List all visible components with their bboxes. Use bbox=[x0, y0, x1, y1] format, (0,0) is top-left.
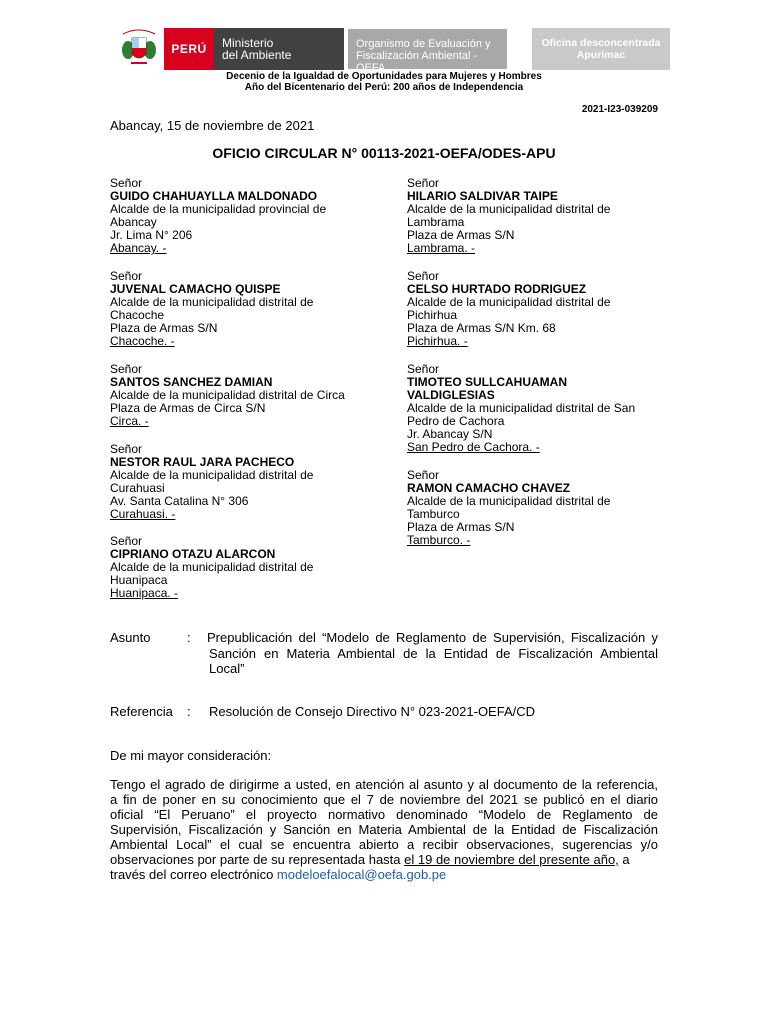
body-line bbox=[110, 852, 658, 867]
addressee-role: Alcalde de la municipalidad distrital de bbox=[110, 560, 314, 574]
addressee-role: Alcalde de la municipalidad distrital de bbox=[407, 494, 611, 508]
body-text-segment: a bbox=[618, 852, 630, 867]
peru-label: PERÚ bbox=[171, 42, 207, 56]
addressee-city: Circa. - bbox=[110, 414, 149, 428]
salutation: Señor bbox=[110, 176, 143, 190]
asunto-line-2: Sanción en Materia Ambiental de la Entidad de Fiscalización Ambiental bbox=[209, 646, 658, 661]
office-line-1: Oficina desconcentrada bbox=[541, 37, 661, 49]
addressee-block bbox=[110, 535, 313, 600]
email-link[interactable]: modeloefalocal@oefa.gob.pe bbox=[276, 867, 447, 882]
addressee-block bbox=[110, 443, 313, 521]
salutation: Señor bbox=[110, 534, 143, 548]
body-line: Supervisión, Fiscalización y Sanción en Materia Ambiental de la Entidad de Fiscalización bbox=[110, 822, 658, 837]
salutation: Señor bbox=[110, 442, 143, 456]
ministerio-line-1: Ministerio bbox=[222, 36, 274, 50]
addressee-role: Abancay bbox=[110, 215, 157, 229]
decade-line-1: Decenio de la Igualdad de Oportunidades para Mujeres y Hombres bbox=[226, 71, 542, 82]
salutation: Señor bbox=[110, 362, 143, 376]
addressee-city: Lambrama. - bbox=[407, 241, 476, 255]
addressee-address: Plaza de Armas S/N bbox=[407, 228, 515, 242]
addressee-name: CIPRIANO OTAZU ALARCON bbox=[110, 547, 276, 561]
office-line-2: Apurímac bbox=[576, 49, 626, 61]
ministerio-line-2: del Ambiente bbox=[222, 48, 292, 62]
body-paragraph bbox=[110, 777, 658, 882]
salutation: Señor bbox=[407, 468, 440, 482]
addressee-role: Pichirhua bbox=[407, 308, 458, 322]
addressee-address: Plaza de Armas S/N bbox=[407, 520, 515, 534]
body-line: Ambiental Local” el cual se encuentra abierto a recibir observaciones, sugerencias y/o bbox=[110, 837, 658, 852]
addressee-role: Alcalde de la municipalidad distrital de bbox=[407, 202, 611, 216]
asunto-line-3: Local” bbox=[209, 661, 245, 676]
addressee-role: Alcalde de la municipalidad distrital de San bbox=[407, 401, 636, 415]
addressee-role: Alcalde de la municipalidad distrital de Circa bbox=[110, 388, 345, 402]
addressee-role: Alcalde de la municipalidad distrital de bbox=[110, 468, 314, 482]
addressee-role: Tamburco bbox=[407, 507, 460, 521]
salutation: Señor bbox=[407, 176, 440, 190]
addressee-name: NESTOR RAUL JARA PACHECO bbox=[110, 455, 295, 469]
oefa-line-2: Fiscalización Ambiental - OEFA bbox=[356, 50, 478, 74]
salutation: Señor bbox=[407, 269, 440, 283]
addressee-name: VALDIGLESIAS bbox=[407, 388, 495, 402]
addressee-role: Lambrama bbox=[407, 215, 465, 229]
body-text-segment: través del correo electrónico bbox=[110, 867, 277, 882]
peru-coat-of-arms-icon bbox=[117, 26, 161, 70]
addressee-name: GUIDO CHAHUAYLLA MALDONADO bbox=[110, 189, 318, 203]
letter-date: Abancay, 15 de noviembre de 2021 bbox=[110, 118, 315, 133]
addressee-address: Jr. Abancay S/N bbox=[407, 427, 493, 441]
peru-logo-box bbox=[164, 28, 214, 70]
addressee-city: Abancay. - bbox=[110, 241, 167, 255]
addressee-city: Pichirhua. - bbox=[407, 334, 468, 348]
greeting: De mi mayor consideración: bbox=[110, 748, 272, 763]
salutation: Señor bbox=[407, 362, 440, 376]
addressee-name: HILARIO SALDIVAR TAIPE bbox=[407, 189, 558, 203]
document-title: OFICIO CIRCULAR N° 00113-2021-OEFA/ODES-APU bbox=[212, 145, 556, 161]
addressee-block bbox=[110, 177, 326, 255]
asunto-line-1: Prepublicación del “Modelo de Reglamento de Supervisión, Fiscalización y bbox=[207, 630, 658, 645]
addressee-city: Chacoche. - bbox=[110, 334, 175, 348]
salutation: Señor bbox=[110, 269, 143, 283]
addressee-role: Alcalde de la municipalidad distrital de bbox=[407, 295, 611, 309]
addressee-name: SANTOS SANCHEZ DAMIAN bbox=[110, 375, 273, 389]
addressee-role: Alcalde de la municipalidad provincial de bbox=[110, 202, 327, 216]
addressee-name: JUVENAL CAMACHO QUISPE bbox=[110, 282, 281, 296]
referencia-label: Referencia bbox=[110, 704, 173, 719]
body-text-segment: observaciones por parte de su representada hasta bbox=[110, 852, 405, 867]
addressee-city: Tamburco. - bbox=[407, 533, 471, 547]
addressee-city: Huanipaca. - bbox=[110, 586, 179, 600]
addressee-address: Plaza de Armas S/N Km. 68 bbox=[407, 321, 556, 335]
addressee-name: CELSO HURTADO RODRIGUEZ bbox=[407, 282, 587, 296]
body-line bbox=[110, 867, 658, 882]
addressee-role: Pedro de Cachora bbox=[407, 414, 505, 428]
addressee-address: Av. Santa Catalina N° 306 bbox=[110, 494, 249, 508]
office-box bbox=[532, 28, 670, 70]
decade-line-2: Año del Bicentenario del Perú: 200 años de Independencia bbox=[244, 82, 524, 93]
oefa-logo-box bbox=[347, 28, 508, 74]
body-line: a fin de poner en su conocimiento que el 7 de noviembre del 2021 se publicó en el diario bbox=[110, 792, 658, 807]
addressee-block bbox=[407, 270, 610, 348]
asunto-colon: : bbox=[187, 630, 191, 645]
body-line: Tengo el agrado de dirigirme a usted, en atención al asunto y al documento de la referencia, bbox=[110, 777, 658, 792]
addressee-role: Chacoche bbox=[110, 308, 165, 322]
addressee-role: Huanipaca bbox=[110, 573, 168, 587]
ministerio-logo-box bbox=[214, 28, 344, 70]
addressee-address: Jr. Lima N° 206 bbox=[110, 228, 193, 242]
addressee-block bbox=[407, 177, 610, 255]
addressee-block bbox=[407, 363, 635, 454]
addressee-role: Curahuasi bbox=[110, 481, 165, 495]
document-number: 2021-I23-039209 bbox=[581, 104, 658, 115]
addressee-city: Curahuasi. - bbox=[110, 507, 176, 521]
addressee-block bbox=[110, 270, 313, 348]
addressee-address: Plaza de Armas S/N bbox=[110, 321, 218, 335]
oefa-line-1: Organismo de Evaluación y bbox=[356, 38, 491, 50]
addressee-address: Plaza de Armas de Circa S/N bbox=[110, 401, 266, 415]
addressee-name: RAMON CAMACHO CHAVEZ bbox=[407, 481, 571, 495]
addressee-role: Alcalde de la municipalidad distrital de bbox=[110, 295, 314, 309]
body-line: oficial “El Peruano” el proyecto normativo denominado “Modelo de Reglamento de bbox=[110, 807, 658, 822]
referencia-colon: : bbox=[187, 704, 191, 719]
addressee-city: San Pedro de Cachora. - bbox=[407, 440, 540, 454]
addressee-name: TIMOTEO SULLCAHUAMAN bbox=[407, 375, 567, 389]
addressee-block bbox=[110, 363, 345, 428]
addressee-block bbox=[407, 469, 610, 547]
deadline-text: el 19 de noviembre del presente año, bbox=[404, 852, 619, 867]
referencia-text: Resolución de Consejo Directivo N° 023-2021-OEFA/CD bbox=[209, 704, 536, 719]
asunto-label: Asunto bbox=[110, 630, 151, 645]
